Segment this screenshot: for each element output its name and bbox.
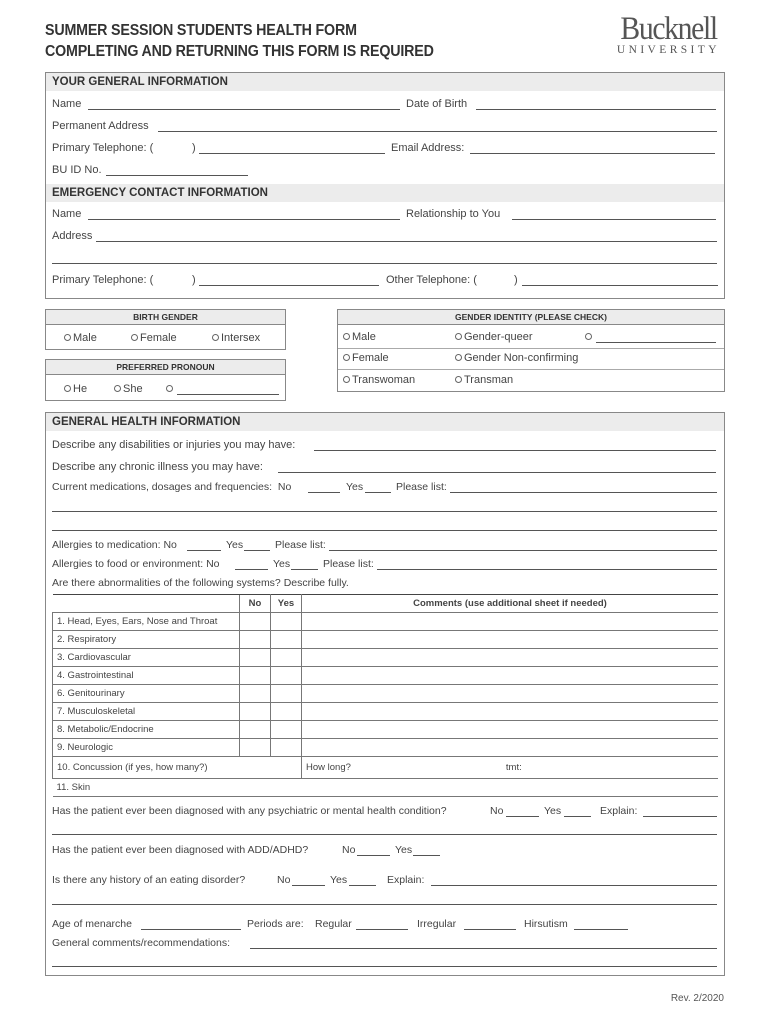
health-heading: GENERAL HEALTH INFORMATION: [46, 413, 724, 431]
emergency-phone-field[interactable]: [199, 285, 379, 286]
allergy-med-yes-field[interactable]: [244, 550, 270, 551]
emergency-relationship-label: Relationship to You: [406, 208, 501, 220]
option-label: Male: [352, 331, 376, 343]
radio-icon: [455, 354, 462, 361]
gi-other-field[interactable]: [596, 342, 716, 343]
adhd-yes-field[interactable]: [413, 855, 440, 856]
medications-list-label: Please list:: [396, 481, 447, 493]
title-line-2: COMPLETING AND RETURNING THIS FORM IS REQUIRED: [45, 43, 434, 60]
allergy-med-no-field[interactable]: [187, 550, 221, 551]
eating-yes-field[interactable]: [349, 885, 376, 886]
title-line-1: SUMMER SESSION STUDENTS HEALTH FORM: [45, 22, 357, 39]
gi-genderqueer[interactable]: [455, 331, 533, 343]
comment-cell[interactable]: [302, 685, 719, 703]
comments-label: General comments/recommendations:: [52, 937, 230, 949]
no-cell[interactable]: [240, 685, 271, 703]
yes-cell[interactable]: [271, 649, 302, 667]
revision-label: Rev. 2/2020: [670, 993, 724, 1004]
menarche-field[interactable]: [141, 929, 241, 930]
emergency-address-label: Address: [52, 230, 93, 242]
disabilities-label: Describe any disabilities or injuries you may have:: [52, 439, 296, 451]
allergy-food-yes-label: Yes: [273, 558, 291, 570]
chronic-label: Describe any chronic illness you may have:: [52, 461, 263, 473]
system-label: 8. Metabolic/Endocrine: [53, 721, 240, 739]
comments-line-2[interactable]: [52, 966, 717, 967]
general-email-field[interactable]: [470, 153, 715, 154]
option-label: Gender Non-confirming: [464, 352, 579, 364]
irregular-label: Irregular: [417, 918, 457, 930]
comment-cell[interactable]: [302, 721, 719, 739]
general-name-field[interactable]: [88, 109, 400, 110]
general-address-label: Permanent Address: [52, 120, 149, 132]
table-header-row: [53, 595, 719, 613]
radio-icon: [166, 385, 173, 392]
no-cell[interactable]: [240, 613, 271, 631]
gender-identity-heading: GENDER IDENTITY (PLEASE CHECK): [338, 310, 724, 325]
comment-cell[interactable]: [302, 613, 719, 631]
table-header-blank: [53, 595, 240, 613]
eating-yes-label: Yes: [330, 874, 348, 886]
adhd-no-field[interactable]: [357, 855, 390, 856]
option-label: Male: [73, 332, 97, 344]
system-label: 1. Head, Eyes, Ears, Nose and Throat: [53, 613, 240, 631]
radio-icon: [212, 334, 219, 341]
allergy-food-list-field[interactable]: [377, 569, 717, 570]
adhd-yes-label: Yes: [395, 844, 413, 856]
system-label: 10. Concussion (if yes, how many?): [53, 757, 302, 779]
chronic-field[interactable]: [278, 472, 716, 473]
allergy-med-label: Allergies to medication: No: [52, 539, 177, 551]
menarche-label: Age of menarche: [52, 918, 132, 930]
gi-divider-2: [338, 369, 724, 370]
pronoun-he[interactable]: [64, 383, 87, 395]
medications-no-field[interactable]: [308, 492, 340, 493]
system-label: 9. Neurologic: [53, 739, 240, 757]
general-phone-field[interactable]: [199, 153, 385, 154]
birth-gender-intersex[interactable]: [212, 332, 260, 344]
system-label: 3. Cardiovascular: [53, 649, 240, 667]
how-long-label: How long?: [306, 762, 351, 773]
psych-yes-field[interactable]: [564, 816, 591, 817]
pronoun-heading: PREFERRED PRONOUN: [46, 360, 285, 375]
gi-other[interactable]: [585, 331, 594, 343]
gi-male[interactable]: [343, 331, 376, 343]
table-header-comments: Comments (use additional sheet if needed): [302, 595, 719, 613]
allergy-food-label: Allergies to food or environment: No: [52, 558, 220, 570]
eating-no-label: No: [277, 874, 291, 886]
option-label: Intersex: [221, 332, 261, 344]
emergency-address-field[interactable]: [96, 241, 717, 242]
general-dob-field[interactable]: [476, 109, 716, 110]
psych-no-label: No: [490, 805, 504, 817]
yes-cell[interactable]: [271, 703, 302, 721]
no-cell[interactable]: [240, 631, 271, 649]
option-label: Transwoman: [352, 374, 416, 386]
no-cell[interactable]: [240, 703, 271, 721]
table-row: [53, 739, 719, 757]
radio-icon: [114, 385, 121, 392]
regular-field[interactable]: [356, 929, 408, 930]
disabilities-field[interactable]: [314, 450, 716, 451]
medications-line-2[interactable]: [52, 511, 717, 512]
general-address-field[interactable]: [158, 131, 717, 132]
gender-identity-box: [337, 309, 725, 392]
comment-cell[interactable]: [302, 739, 719, 757]
eating-explain-field[interactable]: [431, 885, 717, 886]
gi-nonconforming[interactable]: [455, 352, 578, 364]
radio-icon: [343, 354, 350, 361]
medications-line-3[interactable]: [52, 530, 717, 531]
psych-label: Has the patient ever been diagnosed with any psychiatric or mental health condition?: [52, 805, 447, 817]
table-row: [53, 685, 719, 703]
option-label: Gender-queer: [464, 331, 533, 343]
table-row: [53, 613, 719, 631]
option-label: Female: [140, 332, 177, 344]
logo-sub-text: UNIVERSITY: [616, 44, 720, 56]
pronoun-other[interactable]: [166, 383, 175, 395]
birth-gender-heading: BIRTH GENDER: [46, 310, 285, 325]
no-cell[interactable]: [240, 721, 271, 739]
eating-line-2[interactable]: [52, 904, 717, 905]
comment-cell[interactable]: [302, 667, 719, 685]
option-label: She: [123, 383, 143, 395]
regular-label: Regular: [315, 918, 352, 930]
table-row: [53, 667, 719, 685]
systems-table: [52, 594, 718, 797]
option-label: Transman: [464, 374, 514, 386]
emergency-address-field-2[interactable]: [52, 263, 717, 264]
abnormal-label: Are there abnormalities of the following systems? Describe fully.: [52, 577, 349, 589]
medications-list-field[interactable]: [450, 492, 717, 493]
psych-yes-label: Yes: [544, 805, 562, 817]
radio-icon: [343, 333, 350, 340]
no-cell[interactable]: [240, 649, 271, 667]
general-buid-label: BU ID No.: [52, 164, 102, 176]
system-label: 4. Gastrointestinal: [53, 667, 240, 685]
table-header-yes: Yes: [271, 595, 302, 613]
general-info-heading: YOUR GENERAL INFORMATION: [46, 73, 724, 91]
gi-transwoman[interactable]: [343, 374, 415, 386]
table-row: [53, 703, 719, 721]
emergency-other-phone-field[interactable]: [522, 285, 718, 286]
radio-icon: [64, 385, 71, 392]
comment-cell[interactable]: [302, 649, 719, 667]
table-row: [53, 631, 719, 649]
yes-cell[interactable]: [271, 631, 302, 649]
yes-cell[interactable]: [271, 667, 302, 685]
emergency-other-phone-label: Other Telephone: (: [386, 274, 477, 286]
comments-field[interactable]: [250, 948, 717, 949]
no-cell[interactable]: [240, 667, 271, 685]
bucknell-logo: [615, 12, 722, 56]
radio-icon: [455, 333, 462, 340]
table-row-concussion: [53, 757, 719, 779]
option-label: He: [73, 383, 88, 395]
pronoun-she[interactable]: [114, 383, 143, 395]
option-label: Female: [352, 352, 389, 364]
psych-line-2[interactable]: [52, 834, 717, 835]
general-buid-field[interactable]: [106, 175, 248, 176]
gi-transman[interactable]: [455, 374, 513, 386]
yes-cell[interactable]: [271, 739, 302, 757]
emergency-phone-close: ): [192, 274, 196, 286]
comment-cell[interactable]: [302, 703, 719, 721]
contact-info-section: [45, 72, 725, 299]
radio-icon: [343, 376, 350, 383]
hirsutism-label: Hirsutism: [524, 918, 568, 930]
psych-explain-label: Explain:: [600, 805, 638, 817]
yes-cell[interactable]: [271, 721, 302, 739]
system-label: 2. Respiratory: [53, 631, 240, 649]
radio-icon: [131, 334, 138, 341]
system-label: 7. Musculoskeletal: [53, 703, 240, 721]
yes-cell[interactable]: [271, 685, 302, 703]
birth-gender-male[interactable]: [64, 332, 97, 344]
table-row: [53, 649, 719, 667]
comment-cell[interactable]: [302, 631, 719, 649]
radio-icon: [585, 333, 592, 340]
general-dob-label: Date of Birth: [406, 98, 468, 110]
allergy-food-no-field[interactable]: [235, 569, 268, 570]
gi-divider-1: [338, 348, 724, 349]
concussion-details[interactable]: [302, 757, 719, 779]
emergency-other-phone-close: ): [514, 274, 518, 286]
eating-label: Is there any history of an eating disorder?: [52, 874, 246, 886]
allergy-med-list-field[interactable]: [329, 550, 717, 551]
emergency-name-label: Name: [52, 208, 82, 220]
medications-yes-label: Yes: [346, 481, 364, 493]
logo-main-text: Bucknell: [620, 11, 717, 47]
pronoun-box: [45, 359, 286, 401]
hirsutism-field[interactable]: [574, 929, 628, 930]
system-label: 6. Genitourinary: [53, 685, 240, 703]
emergency-relationship-field[interactable]: [512, 219, 716, 220]
radio-icon: [64, 334, 71, 341]
medications-label: Current medications, dosages and frequencies: No: [52, 481, 292, 493]
birth-gender-box: [45, 309, 286, 350]
table-row-skin: [53, 779, 719, 797]
general-email-label: Email Address:: [391, 142, 465, 154]
gi-female[interactable]: [343, 352, 389, 364]
yes-cell[interactable]: [271, 613, 302, 631]
form-title: [45, 20, 434, 62]
allergy-med-list-label: Please list:: [275, 539, 326, 551]
medications-yes-field[interactable]: [365, 492, 391, 493]
allergy-food-list-label: Please list:: [323, 558, 374, 570]
allergy-med-yes-label: Yes: [226, 539, 244, 551]
tmt-label: tmt:: [505, 762, 522, 773]
general-phone-label: Primary Telephone: (: [52, 142, 154, 154]
psych-no-field[interactable]: [506, 816, 539, 817]
radio-icon: [455, 376, 462, 383]
emergency-phone-label: Primary Telephone: (: [52, 274, 154, 286]
system-label: 11. Skin: [53, 779, 719, 797]
no-cell[interactable]: [240, 739, 271, 757]
allergy-food-yes-field[interactable]: [291, 569, 318, 570]
table-header-no: No: [240, 595, 271, 613]
birth-gender-female[interactable]: [131, 332, 177, 344]
psych-explain-field[interactable]: [643, 816, 717, 817]
general-name-label: Name: [52, 98, 82, 110]
general-phone-close: ): [192, 142, 196, 154]
eating-explain-label: Explain:: [387, 874, 425, 886]
emergency-heading: EMERGENCY CONTACT INFORMATION: [46, 184, 724, 202]
periods-label: Periods are:: [247, 918, 304, 930]
adhd-label: Has the patient ever been diagnosed with ADD/ADHD?: [52, 844, 309, 856]
table-row: [53, 721, 719, 739]
health-section: [45, 412, 725, 976]
irregular-field[interactable]: [464, 929, 516, 930]
adhd-no-label: No: [342, 844, 356, 856]
eating-no-field[interactable]: [292, 885, 325, 886]
pronoun-other-field[interactable]: [177, 394, 279, 395]
emergency-name-field[interactable]: [88, 219, 400, 220]
